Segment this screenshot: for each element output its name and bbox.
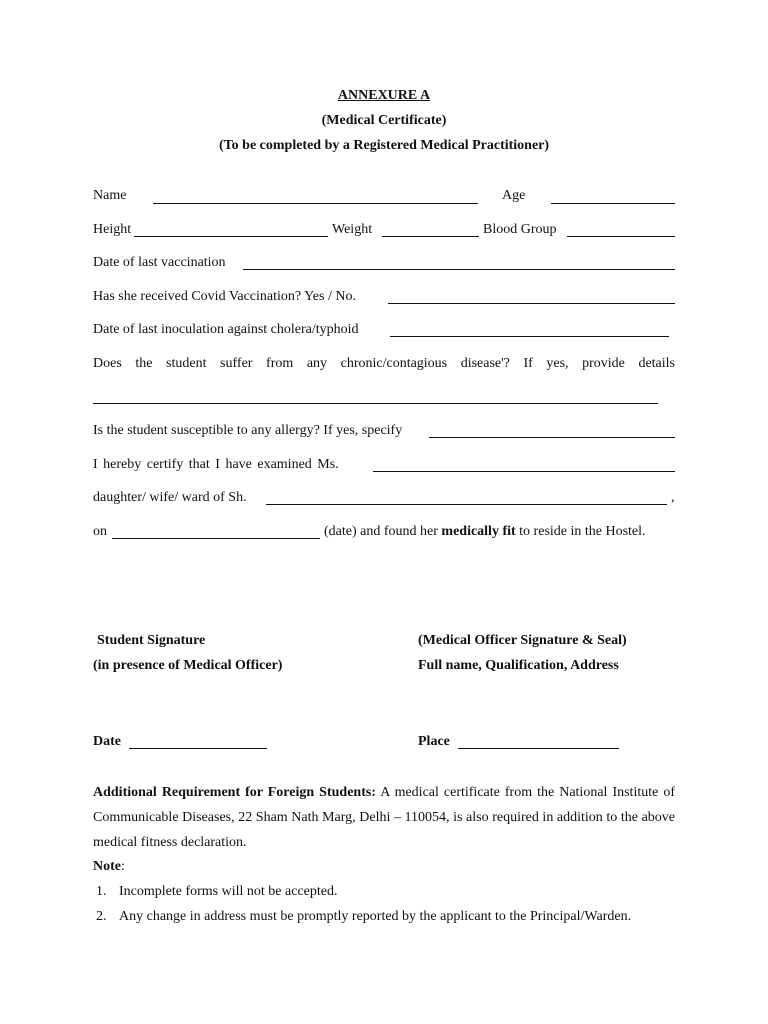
place-field[interactable]	[458, 748, 619, 749]
exam-date-field[interactable]	[112, 538, 320, 539]
blood-group-label: Blood Group	[483, 222, 557, 237]
additional-requirement	[93, 780, 675, 855]
place-label: Place	[418, 734, 450, 749]
certify-label: I hereby certify that I have examined Ms.	[93, 457, 339, 472]
note-number: 2.	[96, 909, 107, 924]
allergy-field[interactable]	[429, 437, 675, 438]
blood-group-field[interactable]	[567, 236, 675, 237]
note-label: Note	[93, 859, 121, 874]
disease-label: Does the student suffer from any chronic/contagious disease'? If yes, provide details	[93, 356, 675, 371]
medically-fit-text: medically fit	[441, 524, 516, 539]
annexure-title: ANNEXURE A	[337, 88, 431, 103]
student-signature-label: Student Signature	[97, 633, 206, 648]
note-colon: :	[121, 859, 125, 874]
date-found-text: (date) and found her	[324, 524, 438, 539]
officer-signature-label: (Medical Officer Signature & Seal)	[418, 633, 627, 648]
disease-details-field[interactable]	[93, 403, 658, 404]
certificate-subtitle: (Medical Certificate)	[321, 113, 447, 128]
fit-statement	[324, 524, 646, 540]
inoculation-label: Date of last inoculation against cholera/typhoid	[93, 322, 359, 337]
student-presence-label: (in presence of Medical Officer)	[93, 658, 283, 673]
allergy-label: Is the student susceptible to any allergy? If yes, specify	[93, 423, 403, 438]
date-label: Date	[93, 734, 121, 749]
note-item	[96, 884, 337, 900]
examined-name-field[interactable]	[373, 471, 675, 472]
note-item	[96, 909, 631, 925]
on-label: on	[93, 524, 107, 539]
additional-heading: Additional Requirement for Foreign Students:	[93, 785, 376, 800]
guardian-name-field[interactable]	[266, 504, 667, 505]
vaccination-label: Date of last vaccination	[93, 255, 226, 270]
reside-text: to reside in the Hostel.	[519, 524, 646, 539]
note-text: Incomplete forms will not be accepted.	[119, 884, 338, 899]
note-heading	[93, 859, 125, 875]
weight-field[interactable]	[382, 236, 479, 237]
date-field[interactable]	[129, 748, 267, 749]
vaccination-field[interactable]	[243, 269, 675, 270]
additional-body: A medical certificate from the National Institute of Communicable Diseases, 22 Sham Nath Marg, Delhi – 110054, is also required in addition to the above medical fitness declaration.	[93, 785, 675, 850]
covid-field[interactable]	[388, 303, 675, 304]
daughter-label: daughter/ wife/ ward of Sh.	[93, 490, 247, 505]
age-label: Age	[502, 188, 526, 203]
name-label: Name	[93, 188, 127, 203]
officer-details-label: Full name, Qualification, Address	[418, 658, 619, 673]
note-text: Any change in address must be promptly reported by the applicant to the Principal/Warden.	[119, 909, 632, 924]
daughter-suffix: ,	[671, 490, 675, 505]
name-field[interactable]	[153, 203, 478, 204]
weight-label: Weight	[332, 222, 373, 237]
certificate-instruction: (To be completed by a Registered Medical Practitioner)	[218, 138, 550, 153]
covid-label: Has she received Covid Vaccination? Yes / No.	[93, 289, 356, 304]
note-number: 1.	[96, 884, 107, 899]
inoculation-field[interactable]	[390, 336, 669, 337]
age-field[interactable]	[551, 203, 675, 204]
height-field[interactable]	[134, 236, 328, 237]
height-label: Height	[93, 222, 132, 237]
